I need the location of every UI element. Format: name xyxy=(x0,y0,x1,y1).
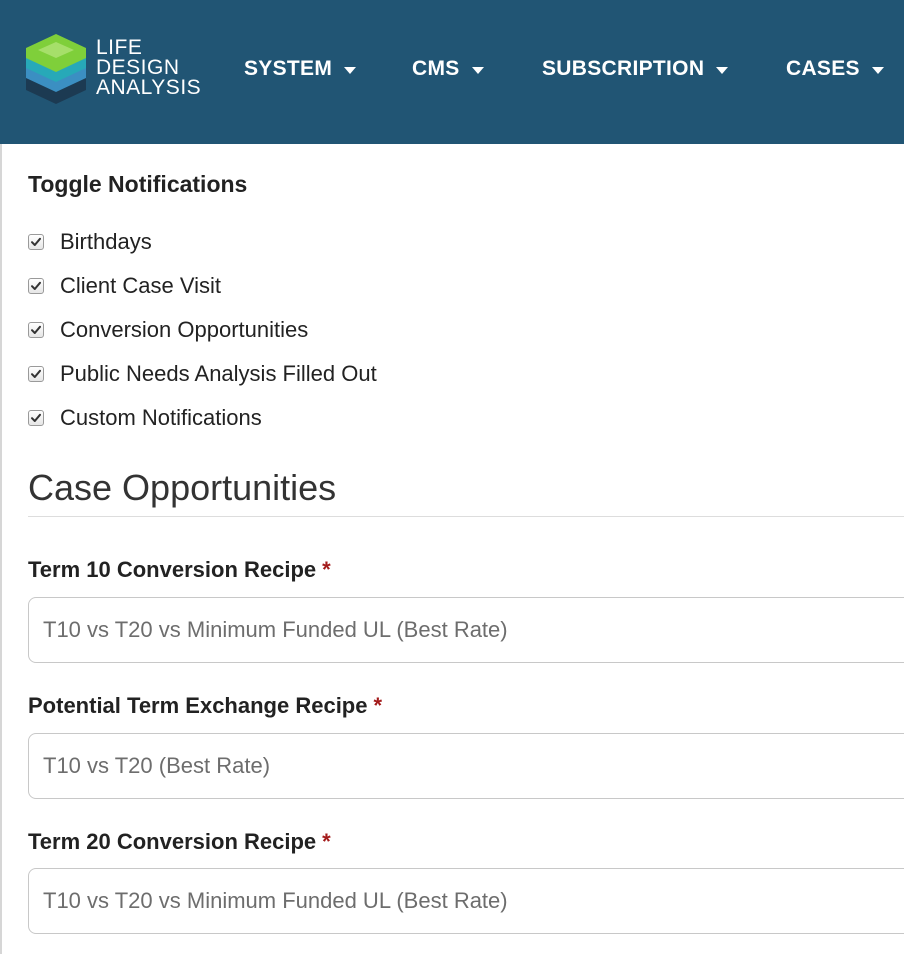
select-value: T10 vs T20 vs Minimum Funded UL (Best Rate) xyxy=(43,888,508,913)
nav-cases-label: CASES xyxy=(786,57,860,80)
nav-cms-menu[interactable] xyxy=(412,54,484,84)
required-asterisk: * xyxy=(322,557,331,582)
checkmark-icon xyxy=(30,280,42,292)
term20-recipe-select[interactable] xyxy=(28,868,904,934)
nav-cms-label: CMS xyxy=(412,57,460,80)
term20-recipe-label xyxy=(28,828,331,856)
logo-wordmark xyxy=(96,38,201,98)
potential-term-exchange-select[interactable] xyxy=(28,733,904,799)
checkbox-label: Birthdays xyxy=(60,229,152,254)
select-value: T10 vs T20 (Best Rate) xyxy=(43,753,271,778)
notification-public-needs-analysis[interactable] xyxy=(28,360,377,388)
checkbox[interactable] xyxy=(28,234,44,250)
caret-down-icon xyxy=(472,67,484,74)
nav-subscription-menu[interactable] xyxy=(542,54,728,84)
logo-line-3: ANALYSIS xyxy=(96,76,202,99)
select-value: T10 vs T20 vs Minimum Funded UL (Best Rate) xyxy=(43,617,508,642)
field-label-text: Potential Term Exchange Recipe xyxy=(28,693,368,718)
caret-down-icon xyxy=(344,67,356,74)
checkbox[interactable] xyxy=(28,278,44,294)
required-asterisk: * xyxy=(373,693,383,718)
nav-system-menu[interactable] xyxy=(244,54,356,84)
toggle-notifications-heading: Toggle Notifications xyxy=(28,171,248,197)
case-opportunities-heading: Case Opportunities xyxy=(28,467,337,508)
checkbox[interactable] xyxy=(28,410,44,426)
logo-line-1: LIFE xyxy=(96,36,143,59)
checkmark-icon xyxy=(30,412,42,424)
term10-recipe-label xyxy=(28,556,331,584)
checkbox[interactable] xyxy=(28,322,44,338)
potential-term-exchange-label xyxy=(28,692,382,720)
notification-birthdays[interactable] xyxy=(28,228,152,256)
top-navigation-bar xyxy=(0,0,904,144)
checkbox[interactable] xyxy=(28,366,44,382)
checkbox-label: Client Case Visit xyxy=(60,273,221,298)
nav-subscription-label: SUBSCRIPTION xyxy=(542,57,705,80)
checkbox-label: Custom Notifications xyxy=(60,405,262,430)
checkbox-label: Public Needs Analysis Filled Out xyxy=(60,361,377,386)
field-label-text: Term 20 Conversion Recipe xyxy=(28,829,317,854)
logo-mark-icon xyxy=(24,34,88,104)
field-label-text: Term 10 Conversion Recipe xyxy=(28,557,317,582)
checkmark-icon xyxy=(30,324,42,336)
nav-cases-menu[interactable] xyxy=(786,54,884,84)
notification-client-case-visit[interactable] xyxy=(28,272,221,300)
checkbox-label: Conversion Opportunities xyxy=(60,317,309,342)
nav-system-label: SYSTEM xyxy=(244,57,333,80)
checkmark-icon xyxy=(30,236,42,248)
required-asterisk: * xyxy=(322,829,331,854)
checkmark-icon xyxy=(30,368,42,380)
term10-recipe-select[interactable] xyxy=(28,597,904,663)
notification-custom-notifications[interactable] xyxy=(28,404,262,432)
logo[interactable] xyxy=(24,34,204,106)
caret-down-icon xyxy=(716,67,728,74)
logo-line-2: DESIGN xyxy=(96,56,180,79)
content-left-border xyxy=(0,144,2,954)
notification-conversion-opportunities[interactable] xyxy=(28,316,308,344)
section-divider xyxy=(28,516,904,517)
caret-down-icon xyxy=(872,67,884,74)
